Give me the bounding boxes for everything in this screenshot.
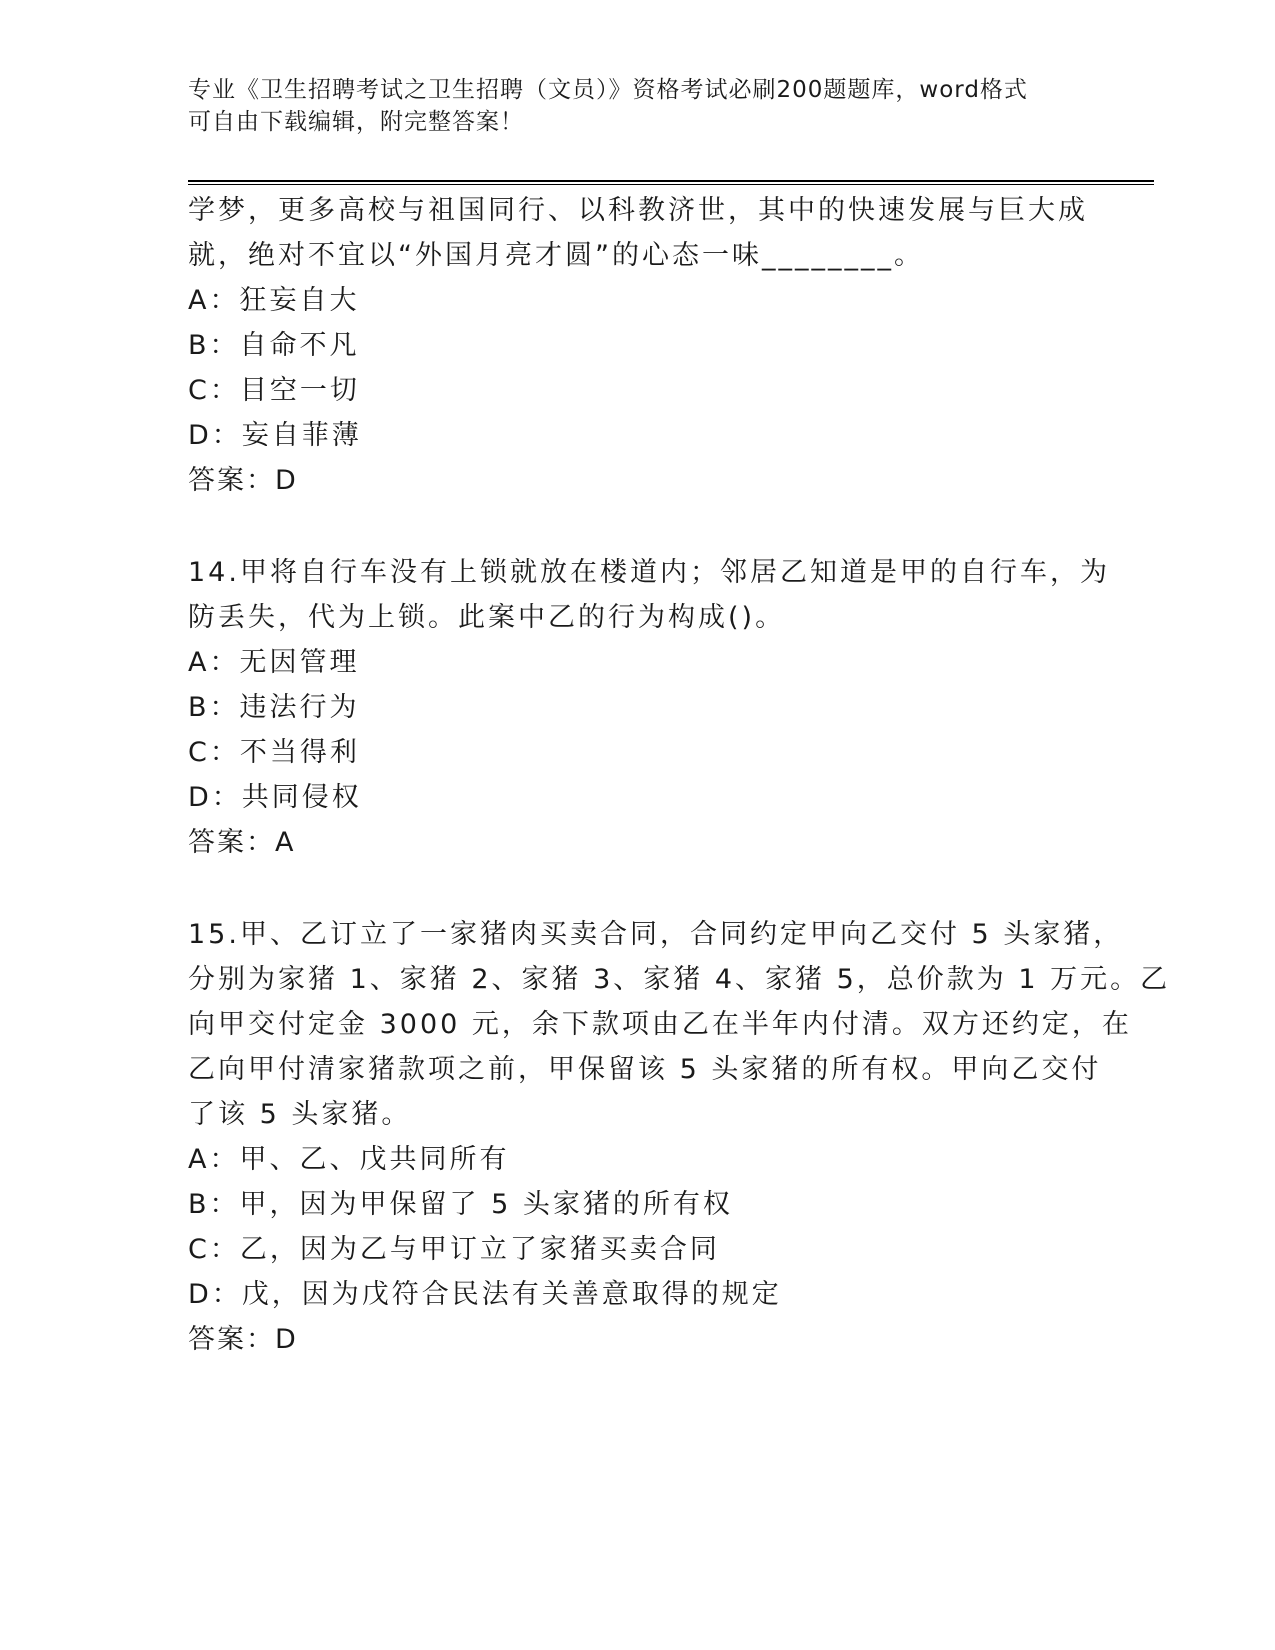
question-text: 乙向甲付清家猪款项之前，甲保留该 5 头家猪的所有权。甲向乙交付 [188, 1054, 1102, 1085]
option-a: A：狂妄自大 [188, 285, 360, 316]
question-block [188, 550, 1110, 865]
answer: 答案：D [188, 465, 298, 496]
question-block [188, 188, 1088, 503]
question-text: 14.甲将自行车没有上锁就放在楼道内；邻居乙知道是甲的自行车，为 [188, 557, 1110, 588]
question-text: 分别为家猪 1、家猪 2、家猪 3、家猪 4、家猪 5，总价款为 1 万元。乙 [188, 964, 1171, 995]
answer: 答案：A [188, 827, 296, 858]
option-d: D：共同侵权 [188, 782, 362, 813]
spacer [188, 865, 1088, 912]
question-text: 向甲交付定金 3000 元，余下款项由乙在半年内付清。双方还约定，在 [188, 1009, 1132, 1040]
question-text: 了该 5 头家猪。 [188, 1099, 412, 1130]
question-text: 防丢失，代为上锁。此案中乙的行为构成()。 [188, 602, 786, 633]
header-line: 可自由下载编辑，附完整答案！ [188, 109, 524, 135]
question-text: 15.甲、乙订立了一家猪肉买卖合同，合同约定甲向乙交付 5 头家猪， [188, 919, 1124, 950]
option-d: D：妄自菲薄 [188, 420, 362, 451]
question-block [188, 912, 1171, 1362]
option-b: B：甲，因为甲保留了 5 头家猪的所有权 [188, 1189, 733, 1220]
header-line: 专业《卫生招聘考试之卫生招聘（文员）》资格考试必刷200题题库，word格式 [188, 77, 1028, 103]
option-a: A：无因管理 [188, 647, 360, 678]
answer: 答案：D [188, 1324, 298, 1355]
option-c: C：不当得利 [188, 737, 360, 768]
spacer [188, 503, 1088, 550]
option-b: B：自命不凡 [188, 330, 360, 361]
question-text: 学梦，更多高校与祖国同行、以科教济世，其中的快速发展与巨大成 [188, 195, 1088, 226]
option-d: D：戊，因为戊符合民法有关善意取得的规定 [188, 1279, 782, 1310]
option-c: C：目空一切 [188, 375, 360, 406]
option-c: C：乙，因为乙与甲订立了家猪买卖合同 [188, 1234, 720, 1265]
header-rule [188, 180, 1154, 185]
question-text: 就，绝对不宜以“外国月亮才圆”的心态一味________。 [188, 240, 924, 271]
question-list [188, 188, 1171, 1362]
page-header [188, 74, 1088, 138]
option-b: B：违法行为 [188, 692, 360, 723]
option-a: A：甲、乙、戊共同所有 [188, 1144, 510, 1175]
